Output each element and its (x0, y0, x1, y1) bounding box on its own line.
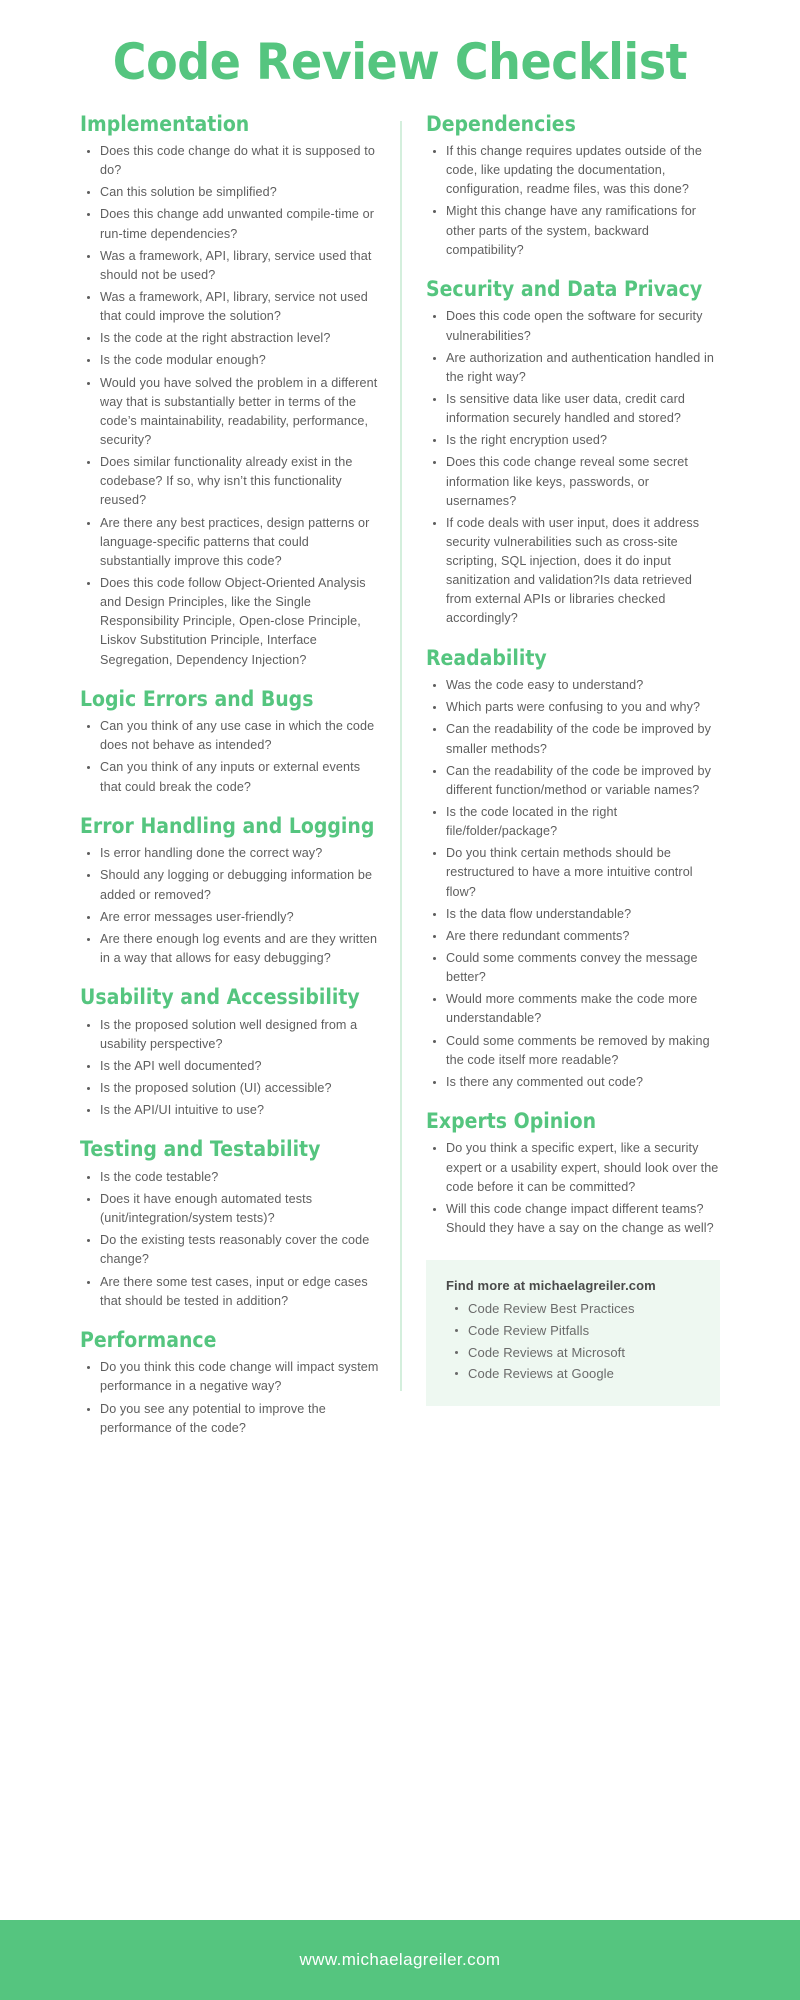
footer-url: www.michaelagreiler.com (299, 1950, 501, 1969)
checklist (426, 676, 720, 1092)
checklist (80, 717, 382, 797)
checklist-item: Is the code at the right abstraction level? (80, 329, 382, 348)
checklist-item: Will this code change impact different teams? Should they have a say on the change as well? (426, 1200, 720, 1238)
checklist-item: Does it have enough automated tests (unit/integration/system tests)? (80, 1190, 382, 1228)
section (80, 1329, 382, 1438)
column-divider (400, 121, 402, 1391)
section-heading: Usability and Accessibility (80, 985, 360, 1010)
resource-box-title: Find more at michaelagreiler.com (446, 1278, 656, 1294)
resource-link[interactable]: Code Reviews at Microsoft (446, 1343, 700, 1363)
checklist-item: Can you think of any use case in which the code does not behave as intended? (80, 717, 382, 755)
checklist-item: Does similar functionality already exist in the codebase? If so, why isn’t this functionality reused? (80, 453, 382, 510)
checklist-item: Do you think certain methods should be restructured to have a more intuitive control flow? (426, 844, 720, 901)
section (80, 986, 382, 1120)
checklist-item: Are error messages user-friendly? (80, 908, 382, 927)
checklist-item: If code deals with user input, does it address security vulnerabilities such as cross-site scripting, SQL injection, does it do input sanitization and validation?Is data retrieved from external APIs or libraries checked accordingly? (426, 514, 720, 629)
footer-bar (0, 1920, 800, 2000)
section-heading: Error Handling and Logging (80, 813, 375, 838)
checklist-item: Would more comments make the code more understandable? (426, 990, 720, 1028)
section-heading: Logic Errors and Bugs (80, 686, 314, 711)
checklist-item: Do you think this code change will impact system performance in a negative way? (80, 1358, 382, 1396)
resource-link[interactable]: Code Review Pitfalls (446, 1321, 700, 1341)
checklist-item: Is the proposed solution (UI) accessible? (80, 1079, 382, 1098)
section (80, 815, 382, 968)
section-heading: Readability (426, 645, 547, 670)
checklist-item: Does this code change do what it is supposed to do? (80, 142, 382, 180)
checklist-item: Does this code change reveal some secret information like keys, passwords, or usernames? (426, 453, 720, 510)
checklist-item: Does this code follow Object-Oriented Analysis and Design Principles, like the Single Responsibility Principle, Open-close Principle, Liskov Substitution Principle, Interface Segregation, Dependency Injection? (80, 574, 382, 670)
section-heading: Implementation (80, 111, 250, 136)
section (426, 278, 720, 629)
checklist-item: Does this code open the software for security vulnerabilities? (426, 307, 720, 345)
two-column-body (80, 99, 720, 1456)
left-column (80, 113, 400, 1456)
resource-link[interactable]: Code Reviews at Google (446, 1364, 700, 1384)
section (426, 647, 720, 1092)
checklist-item: Are there enough log events and are they written in a way that allows for easy debugging? (80, 930, 382, 968)
checklist-item: Is the right encryption used? (426, 431, 720, 450)
checklist-item: Is the code modular enough? (80, 351, 382, 370)
section (426, 113, 720, 260)
checklist-item: Is the data flow understandable? (426, 905, 720, 924)
checklist-item: Is the API well documented? (80, 1057, 382, 1076)
checklist-item: Does this change add unwanted compile-time or run-time dependencies? (80, 205, 382, 243)
checklist (80, 142, 382, 670)
checklist (426, 1139, 720, 1238)
checklist-item: Can the readability of the code be improved by different function/method or variable names? (426, 762, 720, 800)
checklist-item: Could some comments convey the message better? (426, 949, 720, 987)
section-heading: Testing and Testability (80, 1137, 321, 1162)
section (80, 688, 382, 797)
right-column (400, 113, 720, 1407)
checklist-item: Was the code easy to understand? (426, 676, 720, 695)
checklist (80, 1358, 382, 1438)
checklist-item: Is the code testable? (80, 1168, 382, 1187)
checklist-item: Is the API/UI intuitive to use? (80, 1101, 382, 1120)
section (80, 1138, 382, 1311)
checklist-item: Are authorization and authentication handled in the right way? (426, 349, 720, 387)
section-heading: Security and Data Privacy (426, 276, 703, 301)
resource-box (426, 1260, 720, 1406)
section (80, 113, 382, 670)
checklist (80, 844, 382, 968)
page-title: Code Review Checklist (112, 33, 688, 91)
section-heading: Experts Opinion (426, 1108, 597, 1133)
checklist-item: Are there redundant comments? (426, 927, 720, 946)
checklist-item: Are there some test cases, input or edge cases that should be tested in addition? (80, 1273, 382, 1311)
checklist-item: Do you see any potential to improve the performance of the code? (80, 1400, 382, 1438)
checklist-item: Should any logging or debugging information be added or removed? (80, 866, 382, 904)
checklist-item: Which parts were confusing to you and why? (426, 698, 720, 717)
checklist-item: Can this solution be simplified? (80, 183, 382, 202)
checklist-item: Might this change have any ramifications for other parts of the system, backward compatibility? (426, 202, 720, 259)
resource-link[interactable]: Code Review Best Practices (446, 1299, 700, 1319)
section-heading: Performance (80, 1327, 217, 1352)
checklist-item: Is the code located in the right file/folder/package? (426, 803, 720, 841)
checklist (80, 1016, 382, 1121)
checklist-item: Was a framework, API, library, service not used that could improve the solution? (80, 288, 382, 326)
checklist (80, 1168, 382, 1311)
checklist-item: Could some comments be removed by making the code itself more readable? (426, 1032, 720, 1070)
checklist-item: Is error handling done the correct way? (80, 844, 382, 863)
checklist-item: Do you think a specific expert, like a security expert or a usability expert, should look over the code before it can be committed? (426, 1139, 720, 1196)
checklist-item: Is the proposed solution well designed from a usability perspective? (80, 1016, 382, 1054)
resource-box-list (446, 1299, 700, 1384)
checklist (426, 307, 720, 628)
checklist-item: Would you have solved the problem in a different way that is substantially better in terms of the code’s maintainability, readability, performance, security? (80, 374, 382, 451)
checklist-item: Is sensitive data like user data, credit card information securely handled and stored? (426, 390, 720, 428)
checklist-item: If this change requires updates outside of the code, like updating the documentation, configuration, readme files, was this done? (426, 142, 720, 199)
section (426, 1110, 720, 1238)
checklist-item: Can you think of any inputs or external events that could break the code? (80, 758, 382, 796)
checklist-item: Can the readability of the code be improved by smaller methods? (426, 720, 720, 758)
checklist (426, 142, 720, 260)
checklist-item: Is there any commented out code? (426, 1073, 720, 1092)
checklist-item: Do the existing tests reasonably cover the code change? (80, 1231, 382, 1269)
checklist-item: Was a framework, API, library, service used that should not be used? (80, 247, 382, 285)
checklist-item: Are there any best practices, design patterns or language-specific patterns that could substantially improve this code? (80, 514, 382, 571)
section-heading: Dependencies (426, 111, 576, 136)
